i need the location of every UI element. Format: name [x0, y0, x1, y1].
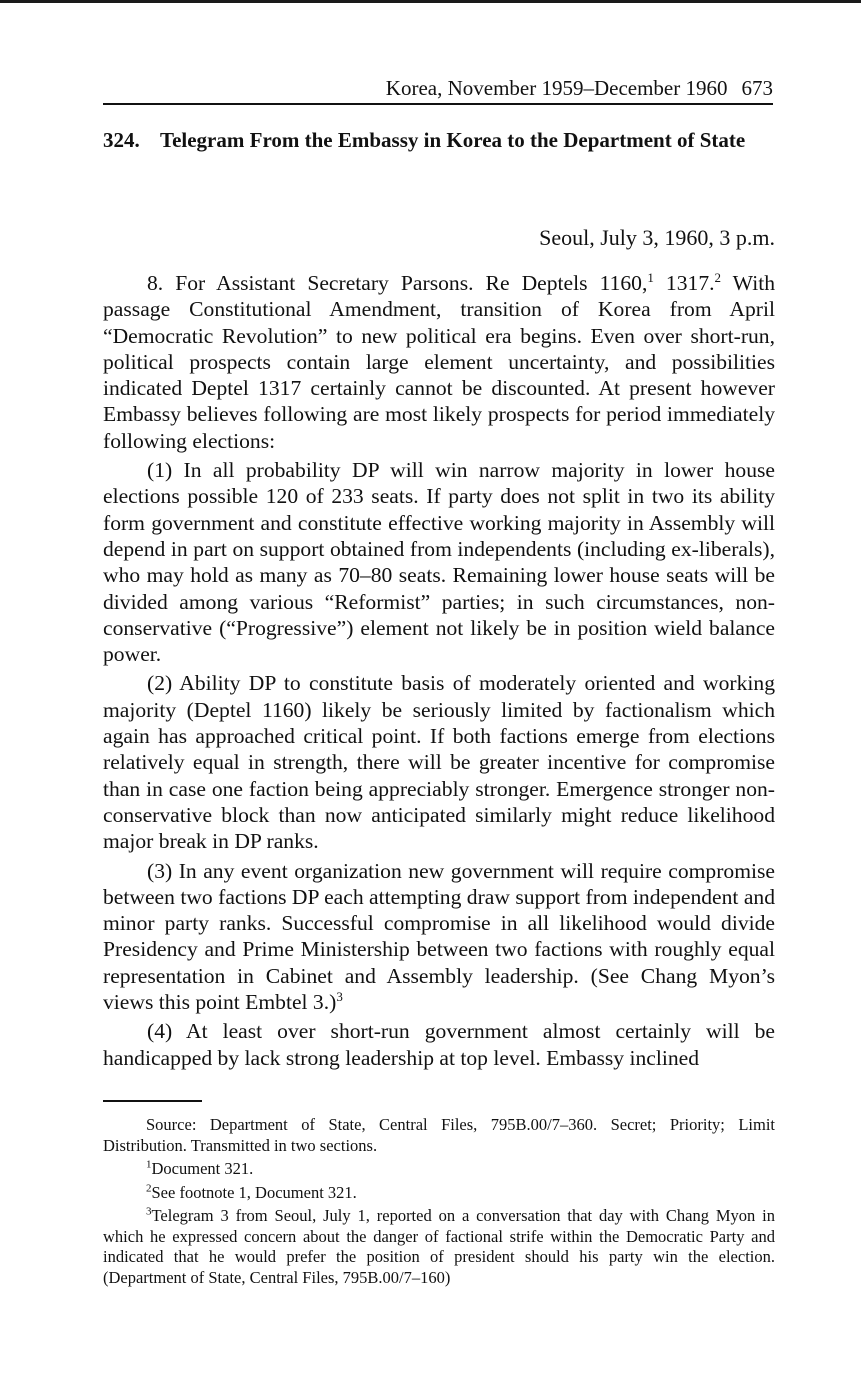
- source-note: Source: Department of State, Central Files, 795B.00/7–360. Secret; Priority; Limit Distribution. Transmitted in two sections.: [103, 1115, 775, 1155]
- footnote-1: $^1$Document 321.: [146, 1158, 254, 1178]
- paragraph-item-2: (2) Ability DP to constitute basis of moderately oriented and working majority (Deptel 1160) likely be seriously limited by factionalism which again has approached critical point. If both factions emerge from elections relatively equal in strength, there will be greater incentive for compromise than in case one faction being appreciably stronger. Emergence stronger non-conservative block than now anticipated similarly might reduce likelihood major break in DP ranks.: [103, 671, 775, 854]
- document-heading: [103, 126, 773, 154]
- document-title: Telegram From the Embassy in Korea to the Department of State: [160, 128, 746, 152]
- intro-paragraph: 8. For Assistant Secretary Parsons. Re Deptels 1160,$^1$ 1317.$^2$ With passage Constitutional Amendment, transition of Korea from April “Democratic Revolution” to new political era begins. Even over short-run, political prospects contain large element uncertainty, and possibilities indicated Deptel 1317 certainly cannot be discounted. At present however Embassy believes following are most likely prospects for period immediately following elections:: [103, 269, 775, 453]
- footnote-2: $^2$See footnote 1, Document 321.: [146, 1182, 357, 1202]
- dateline: Seoul, July 3, 1960, 3 p.m.: [539, 225, 775, 250]
- footnote-marker-2: 2: [146, 1182, 152, 1194]
- telegram-body: [103, 270, 775, 1071]
- running-header: [103, 74, 773, 102]
- footnote-marker-1: 1: [146, 1158, 152, 1171]
- scan-top-edge: [0, 0, 861, 3]
- footnotes: [103, 1115, 775, 1288]
- footnote-ref-3[interactable]: 3: [336, 988, 343, 1004]
- footnote-marker-3: 3: [146, 1205, 152, 1218]
- footnote-rule: [103, 1100, 202, 1102]
- header-rule: [103, 103, 773, 105]
- running-title: Korea, November 1959–December 1960: [385, 76, 728, 100]
- paragraph-item-1: (1) In all probability DP will win narrow majority in lower house elections possible 120 of 233 seats. If party does not split in two its ability form government and constitute effective working majority in Assembly will depend in part on support obtained from independents (including ex-liberals), who may hold as many as 70–80 seats. Remaining lower house seats will be divided among various “Reformist” parties; in such circumstances, non-conservative (“Progressive”) element not likely be in position wield balance power.: [103, 458, 775, 667]
- document-number: 324.: [103, 128, 140, 152]
- footnote-ref-2[interactable]: 2: [714, 269, 722, 285]
- paragraph-item-4: (4) At least over short-run government almost certainly will be handicapped by lack strong leadership at top level. Embassy inclined: [103, 1019, 775, 1070]
- page-number: 673: [741, 76, 773, 100]
- paragraph-item-3: (3) In any event organization new government will require compromise between two factions DP each attempting draw support from independent and minor party ranks. Successful compromise in all likelihood would divide Presidency and Prime Ministership between two factions with roughly equal representation in Cabinet and Assembly leadership. (See Chang Myon’s views this point Embtel 3.)$^3$: [103, 858, 776, 1015]
- footnote-ref-1[interactable]: 1: [647, 269, 654, 285]
- footnote-3: $^3$Telegram 3 from Seoul, July 1, reported on a conversation that day with Chang Myon in which he expressed concern about the danger of factional strife within the Democratic Party and indicated that he would prefer the position of president should his party win the election. (Department of State, Central Files, 795B.00/7–160): [103, 1205, 775, 1287]
